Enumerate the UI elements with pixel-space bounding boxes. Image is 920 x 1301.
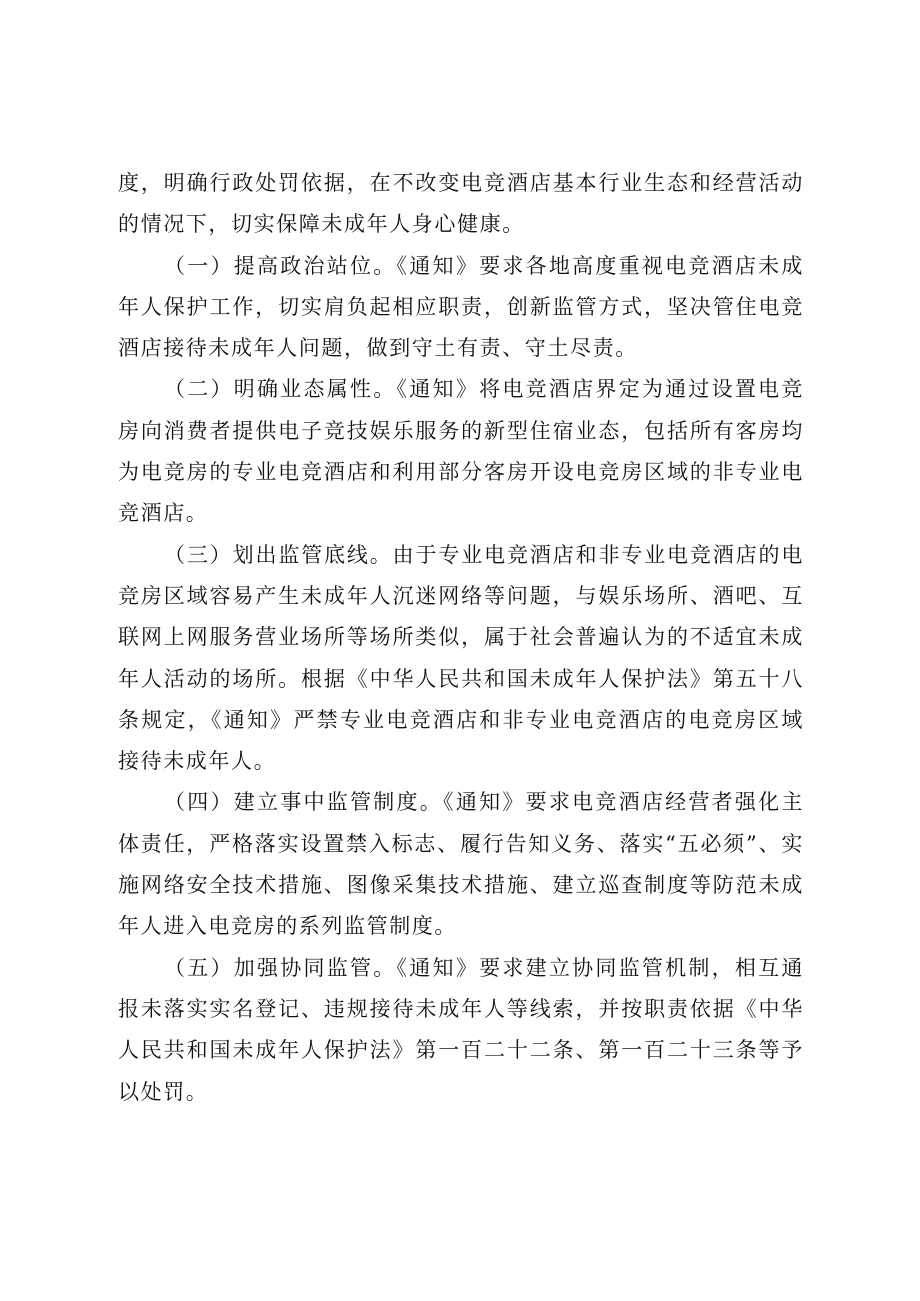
paragraph-continuation: 度，明确行政处罚依据，在不改变电竞酒店基本行业生态和经营活动的情况下，切实保障未成年人身心健康。 xyxy=(118,171,804,237)
paragraph-section-3: （三）划出监管底线。由于专业电竞酒店和非专业电竞酒店的电竞房区域容易产生未成年人沉迷网络等问题，与娱乐场所、酒吧、互联网上网服务营业场所等场所类似，属于社会普遍认为的不适宜未成年人活动的场所。根据《中华人民共和国未成年人保护法》第五十八条规定，《通知》严禁专业电竞酒店和非专业电竞酒店的电竞房区域接待未成年人。 xyxy=(118,542,804,774)
paragraph-section-2: （二）明确业态属性。《通知》将电竞酒店界定为通过设置电竞房向消费者提供电子竞技娱乐服务的新型住宿业态，包括所有客房均为电竞房的专业电竞酒店和利用部分客房开设电竞房区域的非专业电竞酒店。 xyxy=(118,377,804,526)
paragraph-section-1: （一）提高政治站位。《通知》要求各地高度重视电竞酒店未成年人保护工作，切实肩负起相应职责，创新监管方式，坚决管住电竞酒店接待未成年人问题，做到守土有责、守土尽责。 xyxy=(118,253,804,361)
document-body xyxy=(118,163,804,1113)
paragraph-section-4: （四）建立事中监管制度。《通知》要求电竞酒店经营者强化主体责任，严格落实设置禁入标志、履行告知义务、落实“五必须”、实施网络安全技术措施、图像采集技术措施、建立巡查制度等防范未成年人进入电竞房的系列监管制度。 xyxy=(118,790,804,939)
paragraph-section-5: （五）加强协同监管。《通知》要求建立协同监管机制，相互通报未落实实名登记、违规接待未成年人等线索，并按职责依据《中华人民共和国未成年人保护法》第一百二十二条、第一百二十三条等予以处罚。 xyxy=(118,955,804,1104)
